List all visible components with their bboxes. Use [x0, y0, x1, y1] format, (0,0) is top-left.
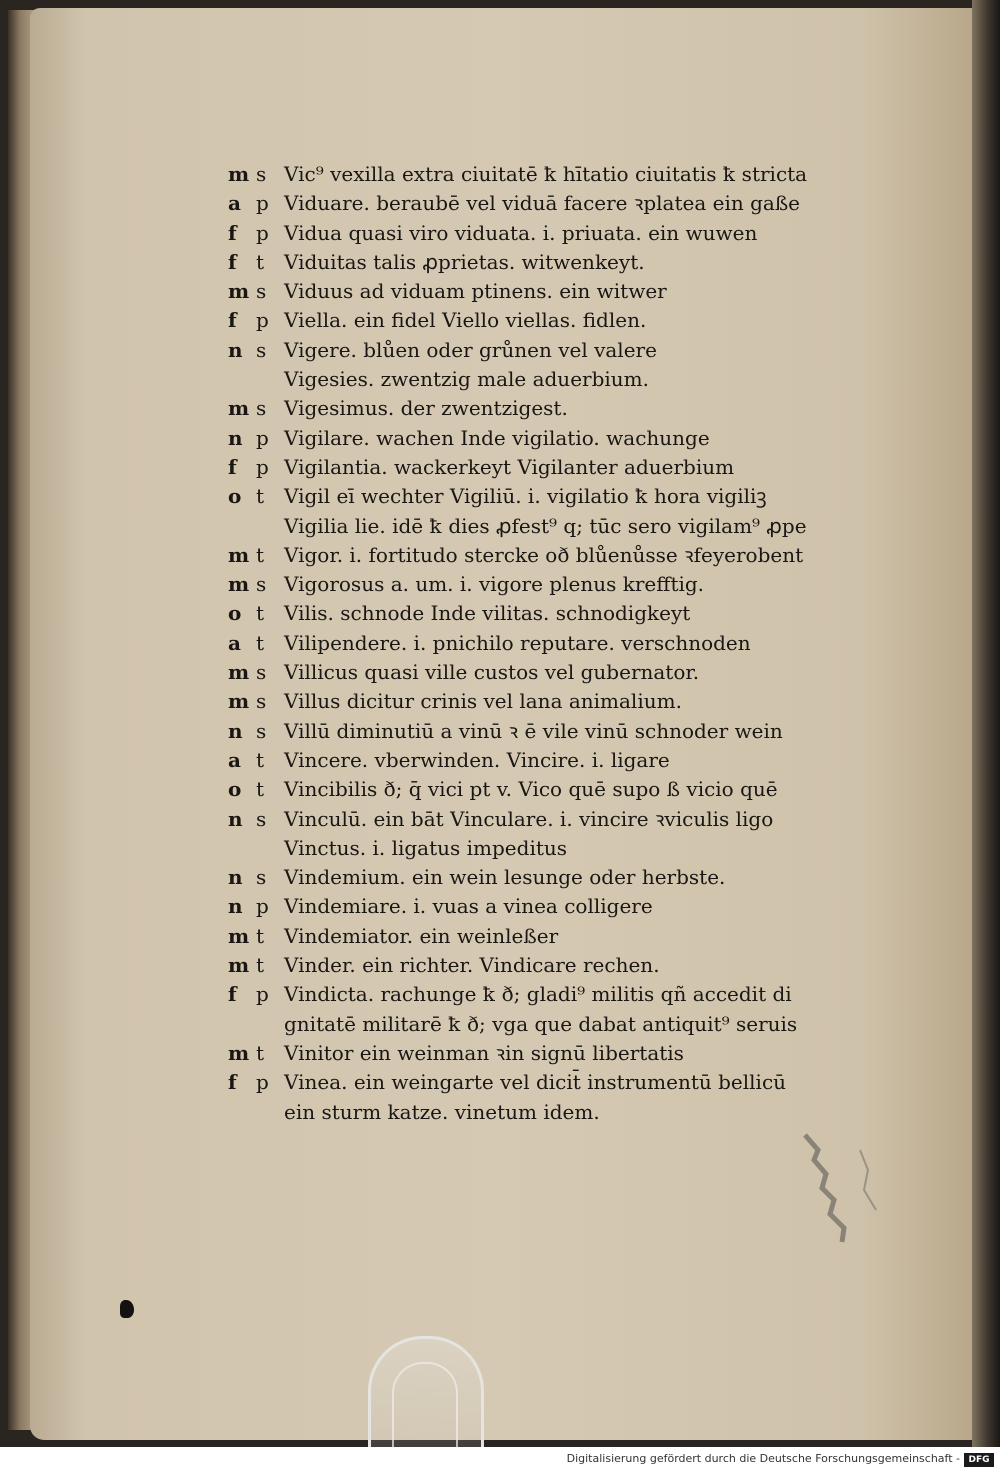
dictionary-entry	[228, 1068, 868, 1097]
footer-credit-text: Digitalisierung gefördert durch die Deutsche Forschungsgemeinschaft -	[566, 1452, 960, 1465]
entry-text: Vinder. ein richter. Vindicare rechen.	[284, 953, 660, 978]
gender-marker: o	[228, 777, 242, 802]
class-marker: t	[256, 923, 265, 948]
dictionary-entry	[228, 717, 868, 746]
dictionary-entry	[228, 306, 868, 335]
entry-text: Vinitor ein weinman ꝛin signū libertatis	[284, 1040, 684, 1065]
gender-marker: a	[228, 630, 241, 655]
gender-marker: f	[228, 308, 237, 333]
dictionary-entry	[228, 1098, 868, 1127]
entry-text: Vinea. ein weingarte vel dicit̄ instrumentū bellicū	[284, 1070, 787, 1095]
class-marker: p	[256, 425, 269, 450]
gender-marker: a	[228, 747, 241, 772]
entry-text: Vigorosus a. um. i. vigore plenus krefftig.	[284, 572, 705, 597]
dictionary-entry	[228, 892, 868, 921]
entry-text: Viella. ein fidel Viello viellas. fidlen.	[284, 308, 647, 333]
dictionary-entry	[228, 512, 868, 541]
entry-text: Vidua quasi viro viduata. i. priuata. ein wuwen	[284, 220, 758, 245]
gender-marker: f	[228, 982, 237, 1007]
dictionary-entry	[228, 394, 868, 423]
gender-marker: m	[228, 542, 250, 567]
dictionary-entry	[228, 658, 868, 687]
dictionary-entry	[228, 805, 868, 834]
dictionary-entry	[228, 1039, 868, 1068]
dictionary-entry	[228, 863, 868, 892]
entry-text: Vigilare. wachen Inde vigilatio. wachunge	[284, 425, 710, 450]
entry-text: Vic⁹ vexilla extra ciuitatē ꝁ hītatio ciuitatis ꝁ stricta	[284, 162, 808, 186]
class-marker: s	[256, 689, 267, 714]
class-marker: s	[256, 660, 267, 685]
class-marker: t	[256, 953, 265, 978]
gender-marker: m	[228, 660, 250, 685]
class-marker: t	[256, 601, 265, 626]
class-marker: s	[256, 279, 267, 304]
entry-text: Vinctus. i. ligatus impeditus	[284, 835, 568, 860]
gender-marker: f	[228, 1070, 237, 1095]
class-marker: p	[256, 982, 269, 1007]
class-marker: p	[256, 220, 269, 245]
dictionary-entry	[228, 453, 868, 482]
dictionary-entry	[228, 980, 868, 1009]
dictionary-entry	[228, 746, 868, 775]
page-tear-mark	[800, 1130, 920, 1250]
gender-marker: m	[228, 572, 250, 597]
book-binding	[972, 0, 1000, 1447]
footer-bar	[0, 1447, 1000, 1473]
dictionary-entry	[228, 951, 868, 980]
gender-marker: n	[228, 894, 243, 919]
dictionary-entry	[228, 599, 868, 628]
gender-marker: n	[228, 425, 243, 450]
dictionary-entry	[228, 277, 868, 306]
dictionary-entry	[228, 775, 868, 804]
gender-marker: f	[228, 454, 237, 479]
entry-text: Vilis. schnode Inde vilitas. schnodigkeyt	[284, 601, 691, 626]
entry-text: Villus dicitur crinis vel lana animalium.	[284, 689, 682, 714]
dictionary-entry	[228, 629, 868, 658]
dictionary-entry	[228, 687, 868, 716]
gender-marker: n	[228, 718, 243, 743]
class-marker: p	[256, 1070, 269, 1095]
entry-text: Vilipendere. i. pnichilo reputare. verschnoden	[284, 630, 751, 655]
gender-marker: m	[228, 923, 250, 948]
class-marker: p	[256, 454, 269, 479]
class-marker: t	[256, 747, 265, 772]
entry-text: Vindicta. rachunge ꝁ ð; gladi⁹ militis qñ accedit di	[284, 982, 792, 1007]
entry-text: Vigor. i. fortitudo stercke oð blůenůsse ꝛfeyerobent	[284, 542, 804, 567]
gender-marker: o	[228, 601, 242, 626]
entry-text: Vigere. blůen oder grůnen vel valere	[284, 337, 657, 362]
entry-text: Vindemiator. ein weinleßer	[284, 923, 559, 948]
dictionary-entry	[228, 365, 868, 394]
entry-text: Vinculū. ein bāt Vinculare. i. vincire ꝛviculis ligo	[284, 806, 774, 831]
gender-marker: m	[228, 162, 250, 186]
entry-text: Viduus ad viduam ptinens. ein witwer	[284, 279, 667, 304]
class-marker: t	[256, 484, 265, 509]
gender-marker: n	[228, 865, 243, 890]
dictionary-entry	[228, 482, 868, 511]
dictionary-entry	[228, 189, 868, 218]
gender-marker: m	[228, 279, 250, 304]
class-marker: s	[256, 396, 267, 421]
dictionary-entry	[228, 248, 868, 277]
entry-text: Viduare. beraubē vel viduā facere ꝛplatea ein gaße	[284, 191, 801, 216]
class-marker: t	[256, 1040, 265, 1065]
entry-text: Vigesies. zwentzig male aduerbium.	[284, 367, 649, 392]
class-marker: s	[256, 337, 267, 362]
entry-text: Vincibilis ð; q̄ vici pt v. Vico quē supo ß vicio quē	[284, 777, 778, 802]
class-marker: t	[256, 542, 265, 567]
class-marker: s	[256, 572, 267, 597]
dictionary-entry	[228, 541, 868, 570]
dfg-logo: DFG	[964, 1453, 994, 1467]
class-marker: s	[256, 865, 267, 890]
dictionary-entry	[228, 424, 868, 453]
gender-marker: m	[228, 1040, 250, 1065]
class-marker: t	[256, 249, 265, 274]
entry-text: Vincere. vberwinden. Vincire. i. ligare	[284, 747, 670, 772]
dictionary-entry	[228, 834, 868, 863]
entry-text: Villicus quasi ville custos vel gubernator.	[284, 660, 700, 685]
entry-text: ein sturm katze. vinetum idem.	[284, 1099, 600, 1124]
dictionary-entry	[228, 160, 868, 189]
gender-marker: n	[228, 337, 243, 362]
class-marker: s	[256, 718, 267, 743]
dictionary-entry	[228, 1010, 868, 1039]
dictionary-text-block	[228, 160, 868, 1127]
entry-text: Viduitas talis ꝓprietas. witwenkeyt.	[284, 249, 645, 274]
entry-text: Vigesimus. der zwentzigest.	[284, 396, 568, 421]
gender-marker: f	[228, 220, 237, 245]
gender-marker: n	[228, 806, 243, 831]
dictionary-entry	[228, 570, 868, 599]
entry-text: Vindemium. ein wein lesunge oder herbste.	[284, 865, 726, 890]
class-marker: p	[256, 894, 269, 919]
gender-marker: a	[228, 191, 241, 216]
class-marker: s	[256, 162, 267, 186]
dictionary-entry	[228, 922, 868, 951]
class-marker: s	[256, 806, 267, 831]
gender-marker: m	[228, 953, 250, 978]
entry-text: Vigilia lie. idē ꝁ dies ꝓfest⁹ q; tūc sero vigilam⁹ ꝓpe	[284, 513, 807, 538]
entry-text: gnitatē militarē ꝁ ð; vga que dabat antiquit⁹ seruis	[284, 1011, 798, 1036]
dictionary-entry	[228, 219, 868, 248]
entry-text: Vindemiare. i. vuas a vinea colligere	[284, 894, 653, 919]
class-marker: p	[256, 191, 269, 216]
entry-text: Villū diminutiū a vinū ꝛ ē vile vinū schnoder wein	[284, 718, 783, 743]
entry-text: Vigil eī wechter Vigiliū. i. vigilatio ꝁ hora vigiliꝫ	[284, 484, 767, 509]
page-holder-clip-inner	[392, 1362, 458, 1447]
ink-blot-mark	[120, 1300, 134, 1318]
gender-marker: o	[228, 484, 242, 509]
class-marker: p	[256, 308, 269, 333]
dictionary-entry	[228, 336, 868, 365]
gender-marker: m	[228, 689, 250, 714]
gender-marker: f	[228, 249, 237, 274]
gender-marker: m	[228, 396, 250, 421]
entry-text: Vigilantia. wackerkeyt Vigilanter aduerbium	[284, 454, 735, 479]
class-marker: t	[256, 777, 265, 802]
class-marker: t	[256, 630, 265, 655]
